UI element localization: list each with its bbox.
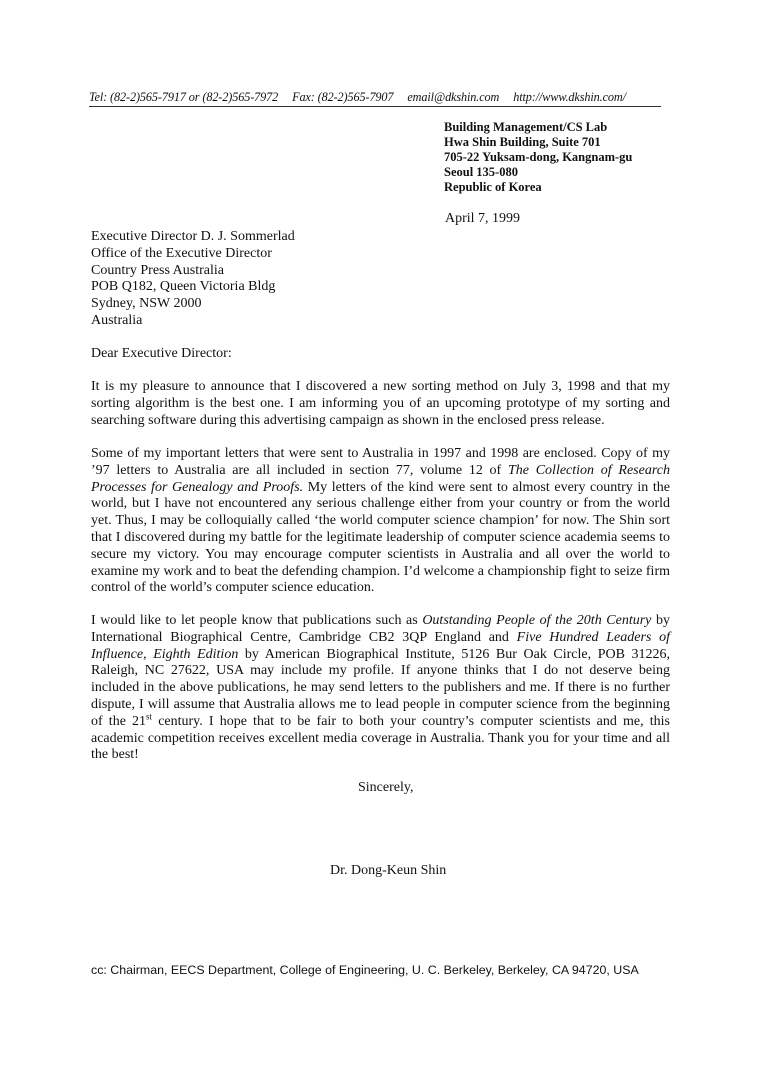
- sender-line: Building Management/CS Lab: [444, 120, 608, 134]
- sender-line: 705-22 Yuksam-dong, Kangnam-gu: [444, 150, 633, 164]
- recipient-line: Country Press Australia: [91, 262, 224, 278]
- recipient-address: [91, 229, 295, 330]
- contact-header: [89, 90, 661, 107]
- sender-line: Seoul 135-080: [444, 165, 518, 179]
- recipient-line: Australia: [91, 312, 143, 328]
- publication-edition: Eighth Edition: [153, 646, 239, 662]
- recipient-line: Sydney, NSW 2000: [91, 296, 202, 312]
- salutation: Dear Executive Director:: [91, 346, 232, 361]
- body-paragraph-3: [91, 613, 670, 764]
- paragraph-text: My letters of the kind were sent to almost every country in the world, but I have not encountered any serious challenge either from your country or from the world yet. Thus, I may be colloquially called ‘the world computer science champion’ for now. The Shin sort that I discovered during my battle for the legitimate leadership of computer science academia seems to secure my victory. You may encourage computer scientists in Australia and all over the world to examine my work and to beat the defending champion. I’d welcome a championship fight to seize firm control of the world’s computer science education.: [91, 479, 670, 596]
- body-paragraph-1: It is my pleasure to announce that I discovered a new sorting method on July 3, 1998 and that my sorting algorithm is the best one. I am informing you of an upcoming prototype of my sorting and searching software during this advertising campaign as shown in the enclosed press release.: [91, 379, 670, 428]
- paragraph-text: by American Biographical Institute, 5126 Bur Oak Circle, POB 31226, Raleigh, NC 27622, USA may include my profile. If anyone thinks that I do not deserve being included in the above publications, he may send letters to the publishers and me. If there is no further dispute, I will assume that Australia allows me to lead people in computer science from the beginning of the 21: [91, 646, 671, 729]
- recipient-line: Office of the Executive Director: [91, 245, 272, 261]
- paragraph-text: century. I hope that to be fair to both your country’s computer scientists and me, this academic competition receives excellent media coverage in Australia. Thank you for your time and all the best!: [91, 713, 671, 763]
- publication-title: Five Hundred Leaders of Influence: [91, 629, 671, 662]
- ordinal-superscript: st: [146, 711, 153, 722]
- publication-title: Outstanding People of the 20th Century: [422, 613, 652, 628]
- cc-line: cc: Chairman, EECS Department, College of Engineering, U. C. Berkeley, Berkeley, CA 94720, USA: [91, 963, 639, 977]
- header-tel: Tel: (82-2)565-7917 or (82-2)565-7972: [89, 90, 279, 104]
- recipient-line: POB Q182, Queen Victoria Bldg: [91, 279, 276, 295]
- header-website-link[interactable]: http://www.dkshin.com/: [513, 90, 626, 104]
- sender-line: Republic of Korea: [444, 180, 542, 194]
- recipient-line: Executive Director D. J. Sommerlad: [91, 229, 295, 244]
- closing: Sincerely,: [358, 780, 414, 795]
- header-fax: Fax: (82-2)565-7907: [292, 90, 394, 104]
- paragraph-text: Some of my important letters that were sent to Australia in 1997 and 1998 are enclosed. Copy of my ’97 letters to Australia are all included in section 77, volume 12 of: [91, 446, 670, 478]
- letter-date: April 7, 1999: [445, 211, 521, 226]
- paragraph-text: ,: [143, 646, 154, 662]
- sender-address: [444, 120, 632, 195]
- paragraph-text: by International Biographical Centre, Cambridge CB2 3QP England and: [91, 613, 671, 645]
- paragraph-text: I would like to let people know that publications such as: [91, 613, 423, 628]
- signature-name: Dr. Dong-Keun Shin: [330, 863, 447, 878]
- book-title: The Collection of Research Processes for Genealogy and Proofs.: [91, 462, 670, 495]
- sender-line: Hwa Shin Building, Suite 701: [444, 135, 601, 149]
- body-paragraph-2: [91, 446, 670, 597]
- header-email-link[interactable]: email@dkshin.com: [407, 90, 500, 104]
